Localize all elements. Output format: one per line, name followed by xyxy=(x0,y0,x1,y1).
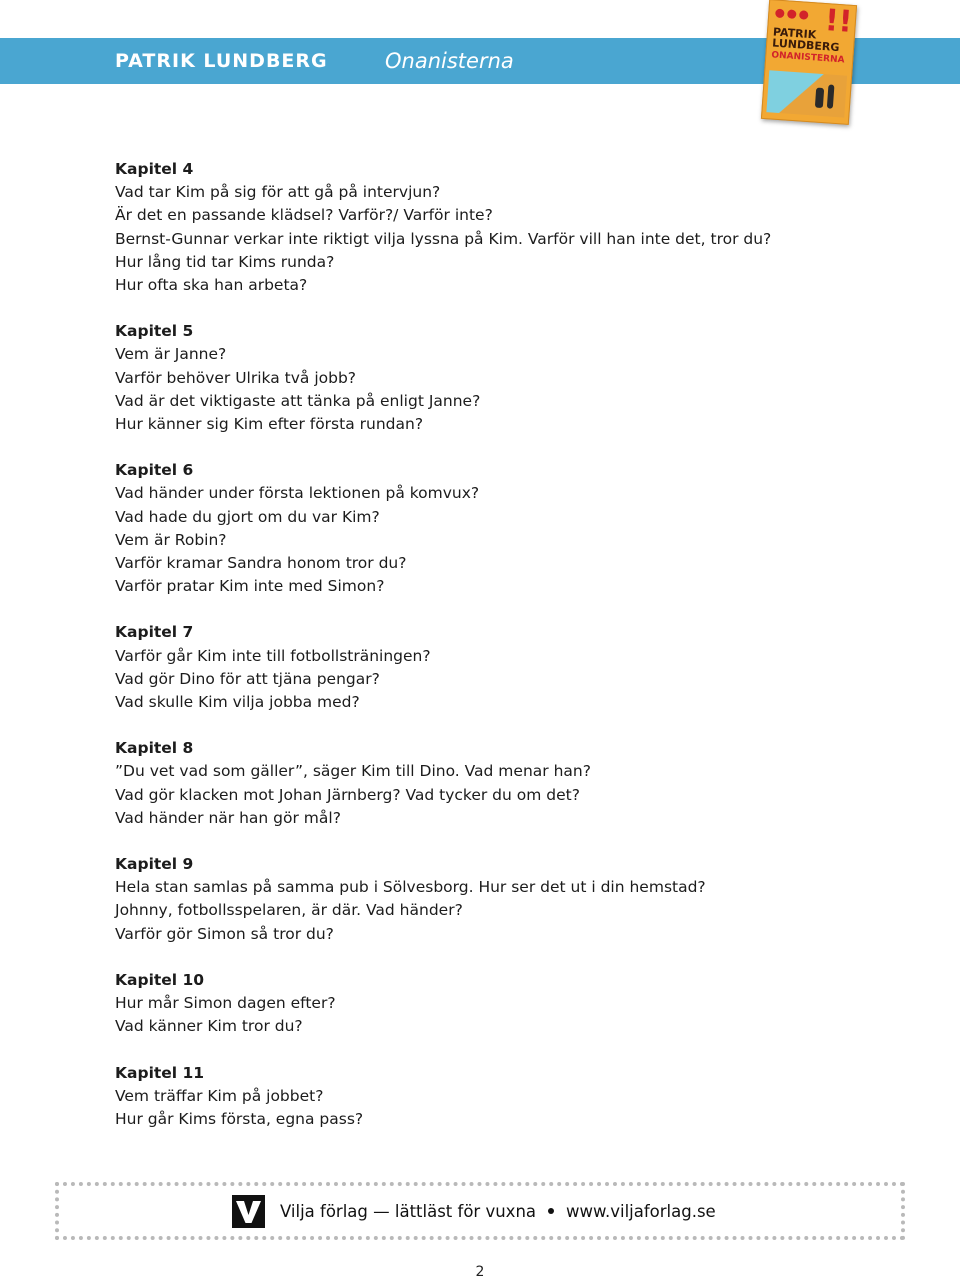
question-item: Hela stan samlas på samma pub i Sölvesborg. Hur ser det ut i din hemstad? xyxy=(115,878,706,897)
chapter-block xyxy=(115,158,875,297)
question-item: Vem träffar Kim på jobbet? xyxy=(115,1086,324,1105)
cover-dots-icon xyxy=(775,9,809,20)
chapter-block xyxy=(115,621,875,714)
question-item: Hur ofta ska han arbeta? xyxy=(115,276,308,295)
question-item: Hur mår Simon dagen efter? xyxy=(115,994,336,1013)
chapter-block xyxy=(115,459,875,598)
chapter-title: Kapitel 11 xyxy=(115,1063,205,1082)
question-item: Bernst-Gunnar verkar inte riktigt vilja lyssna på Kim. Varför vill han inte det, tror du? xyxy=(115,229,772,248)
bullet-icon xyxy=(548,1208,554,1214)
question-item: Vad tar Kim på sig för att gå på intervjun? xyxy=(115,183,441,202)
chapter-title: Kapitel 4 xyxy=(115,160,194,178)
question-item: Hur lång tid tar Kims runda? xyxy=(115,252,335,271)
question-item: Vad känner Kim tror du? xyxy=(115,1017,303,1036)
question-item: Varför går Kim inte till fotbollsträningen? xyxy=(115,646,431,665)
question-item: Vad skulle Kim vilja jobba med? xyxy=(115,693,360,712)
question-item: Varför kramar Sandra honom tror du? xyxy=(115,554,407,573)
question-item: Vad gör Dino för att tjäna pengar? xyxy=(115,669,380,688)
question-item: ”Du vet vad som gäller”, säger Kim till Dino. Vad menar han? xyxy=(115,762,591,781)
cover-figure-icon xyxy=(815,88,824,109)
vilja-v-logo-icon xyxy=(232,1195,265,1228)
chapter-title: Kapitel 9 xyxy=(115,855,194,874)
question-item: Hur känner sig Kim efter första rundan? xyxy=(115,415,424,434)
cover-title: ONANISTERNA xyxy=(771,50,845,66)
chapter-block xyxy=(115,1062,875,1132)
author-name: PATRIK LUNDBERG xyxy=(115,50,328,72)
chapter-block xyxy=(115,853,875,946)
question-item: Hur går Kims första, egna pass? xyxy=(115,1109,364,1128)
question-item: Varför gör Simon så tror du? xyxy=(115,924,334,943)
question-list xyxy=(115,158,875,1154)
cover-art xyxy=(766,70,847,117)
question-item: Vad händer när han gör mål? xyxy=(115,808,341,827)
question-item: Vad händer under första lektionen på komvux? xyxy=(115,484,480,503)
question-item: Vem är Janne? xyxy=(115,345,227,364)
question-item: Är det en passande klädsel? Varför?/ Varför inte? xyxy=(115,206,493,225)
question-item: Vem är Robin? xyxy=(115,530,227,549)
website-link[interactable]: www.viljaforlag.se xyxy=(566,1202,716,1221)
question-item: Vad är det viktigaste att tänka på enligt Janne? xyxy=(115,391,481,410)
question-item: Varför pratar Kim inte med Simon? xyxy=(115,577,385,596)
book-cover-image xyxy=(761,0,857,125)
question-item: Varför behöver Ulrika två jobb? xyxy=(115,368,357,387)
chapter-title: Kapitel 7 xyxy=(115,623,194,642)
cover-mark: !! xyxy=(823,3,854,40)
book-title: Onanisterna xyxy=(385,49,514,73)
question-item: Vad gör klacken mot Johan Järnberg? Vad tycker du om det? xyxy=(115,785,580,804)
chapter-title: Kapitel 8 xyxy=(115,739,194,758)
footer-text xyxy=(280,1202,716,1221)
chapter-block xyxy=(115,969,875,1039)
question-item: Vad hade du gjort om du var Kim? xyxy=(115,507,380,526)
chapter-block xyxy=(115,320,875,436)
chapter-title: Kapitel 5 xyxy=(115,322,194,341)
chapter-block xyxy=(115,737,875,830)
cover-author: PATRIK LUNDBERG xyxy=(771,25,840,55)
chapter-title: Kapitel 10 xyxy=(115,970,205,989)
page-number: 2 xyxy=(475,1264,485,1280)
question-item: Johnny, fotbollsspelaren, är där. Vad händer? xyxy=(115,901,463,920)
chapter-title: Kapitel 6 xyxy=(115,461,194,480)
publisher-text: Vilja förlag — lättläst för vuxna xyxy=(280,1202,537,1221)
